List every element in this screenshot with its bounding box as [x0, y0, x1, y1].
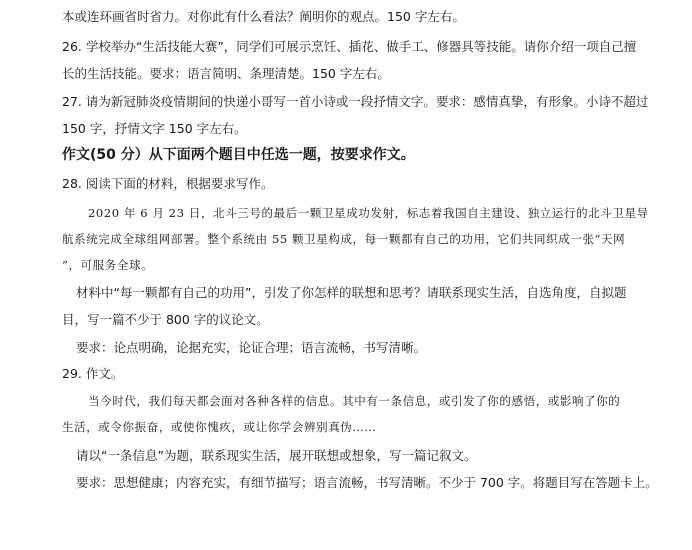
q28-prompt-line1: 材料中“每一颗都有自己的功用”，引发了你怎样的联想和思考？请联系现实生活，自选角度，自拟题	[76, 285, 627, 300]
q28-material-line1: 2020 年 6 月 23 日，北斗三号的最后一颗卫星成功发射，标志着我国自主建设、独立运行的北斗卫星导	[88, 206, 649, 220]
q28-instruction: 28. 阅读下面的材料，根据要求写作。	[62, 176, 274, 191]
q29-prompt: 请以“一条信息”为题，联系现实生活，展开联想或想象，写一篇记叙文。	[76, 448, 477, 463]
q27-text-line1: 27. 请为新冠肺炎疫情期间的快递小哥写一首小诗或一段抒情文字。要求：感情真挚，有形象。小诗不超过	[62, 94, 649, 109]
q29-requirements: 要求：思想健康；内容充实，有细节描写；语言流畅，书写清晰。不少于 700 字。将题目写在答题卡上。	[76, 475, 658, 490]
q28-material-line2: 航系统完成全球组网部署。整个系统由 55 颗卫星构成，每一颗都有自己的功用，它们共同织成一张“天网	[62, 232, 626, 246]
q26-text-line1: 26. 学校举办“生活技能大赛”，同学们可展示烹饪、插花、做手工、修器具等技能。请你介绍一项自己擅	[62, 39, 637, 54]
q29-title: 29. 作文。	[62, 366, 124, 381]
q28-requirements: 要求：论点明确，论据充实，论证合理；语言流畅，书写清晰。	[76, 340, 427, 355]
q27-text-line2: 150 字，抒情文字 150 字左右。	[62, 121, 247, 136]
q29-material-line1: 当今时代，我们每天都会面对各种各样的信息。其中有一条信息，或引发了你的感悟，或影响了你的	[88, 394, 621, 408]
q25-text-end: 本或连环画省时省力。对你此有什么看法？阐明你的观点。150 字左右。	[62, 9, 465, 24]
q26-text-line2: 长的生活技能。要求：语言简明、条理清楚。150 字左右。	[62, 66, 390, 81]
q28-material-line3: ”，可服务全球。	[62, 258, 154, 272]
q28-prompt-line2: 目，写一篇不少于 800 字的议论文。	[62, 312, 269, 327]
essay-section-heading: 作文(50 分）从下面两个题目中任选一题，按要求作文。	[62, 147, 415, 163]
q29-material-line2: 生活，或令你振奋，或使你愧疚，或让你学会辨别真伪……	[62, 420, 377, 434]
